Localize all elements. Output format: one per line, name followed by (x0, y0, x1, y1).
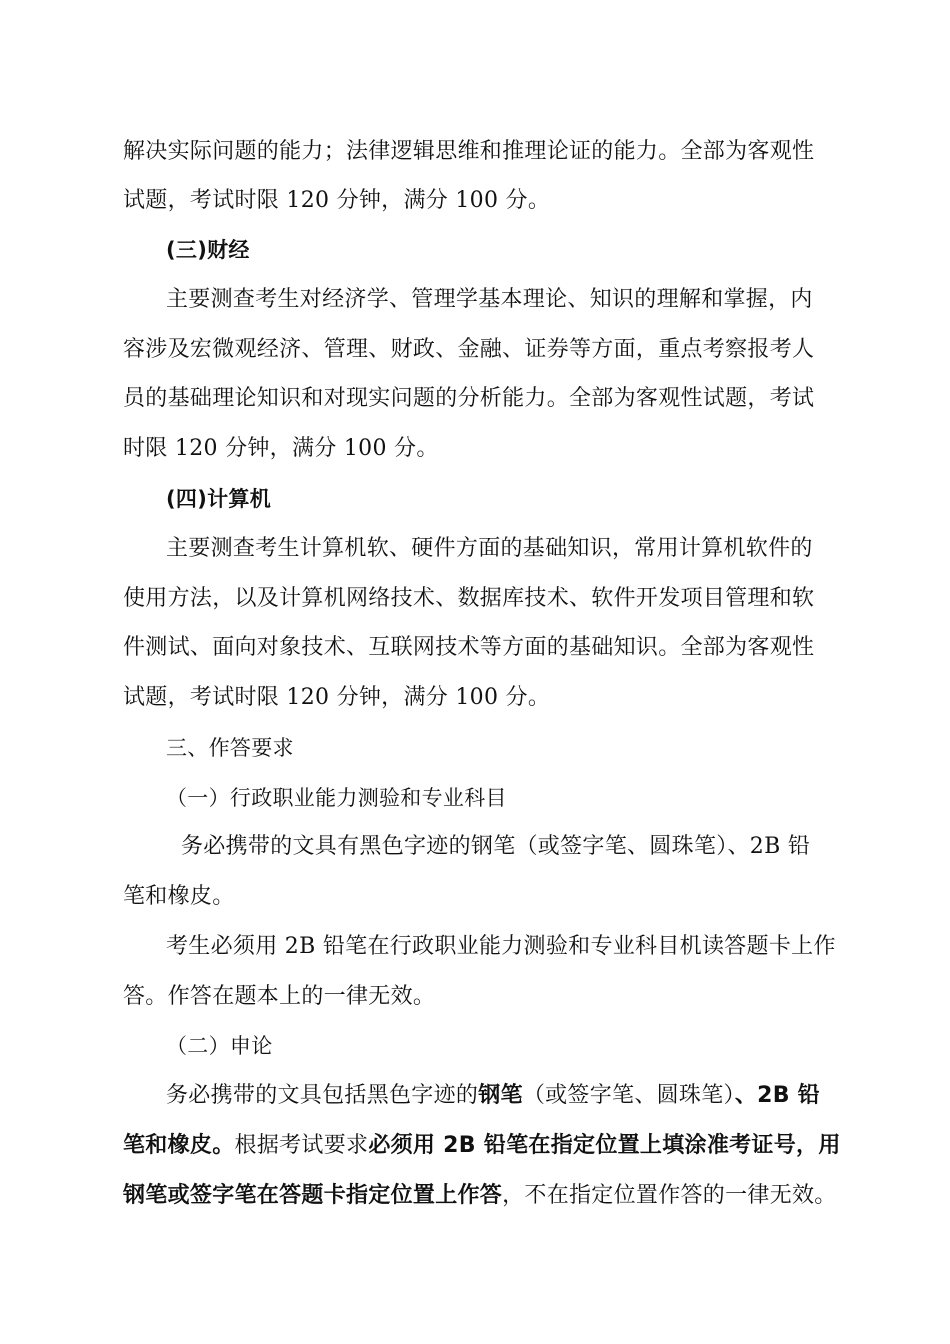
finance-heading: (三)财经 (166, 238, 250, 262)
computer-line-2: 使用方法，以及计算机网络技术、数据库技术、软件开发项目管理和软 (123, 586, 815, 611)
finance-line-3: 员的基础理论知识和对现实问题的分析能力。全部为客观性试题，考试 (123, 386, 815, 411)
sub2-line-2-part-b: 根据考试要求 (234, 1133, 369, 1158)
sub1-heading: （一）行政职业能力测验和专业科目 (166, 786, 507, 810)
sub2-line-2-bold-requirement: 必须用 2B 铅笔在指定位置上填涂准考证号，用 (368, 1133, 841, 1158)
computer-line-1: 主要测查考生计算机软、硬件方面的基础知识，常用计算机软件的 (166, 536, 813, 561)
finance-line-1: 主要测查考生对经济学、管理学基本理论、知识的理解和掌握，内 (166, 287, 813, 312)
sub1-p1-line-2: 笔和橡皮。 (123, 884, 235, 909)
section3-heading: 三、作答要求 (166, 736, 294, 760)
sub2-line-1-part-c: （或签字笔、圆珠笔） (522, 1083, 735, 1108)
computer-line-4: 试题，考试时限 120 分钟，满分 100 分。 (123, 685, 551, 710)
sub2-line-3 (123, 1181, 837, 1211)
finance-line-4: 时限 120 分钟，满分 100 分。 (123, 436, 439, 461)
law-tail-line-2: 试题，考试时限 120 分钟，满分 100 分。 (123, 188, 551, 213)
sub1-p2-line-2: 答。作答在题本上的一律无效。 (123, 984, 436, 1009)
law-tail-line-1: 解决实际问题的能力；法律逻辑思维和推理论证的能力。全部为客观性 (123, 139, 815, 164)
sub2-line-2-bold-eraser: 笔和橡皮。 (123, 1133, 235, 1158)
sub2-line-1 (166, 1081, 820, 1111)
sub2-line-1-part-a: 务必携带的文具包括黑色字迹的 (166, 1083, 479, 1108)
sub2-line-3-part-b: ，不在指定位置作答的一律无效。 (502, 1183, 837, 1208)
sub2-line-2 (123, 1131, 841, 1161)
sub1-p2-line-1: 考生必须用 2B 铅笔在行政职业能力测验和专业科目机读答题卡上作 (166, 934, 836, 959)
finance-line-2: 容涉及宏微观经济、管理、财政、金融、证券等方面，重点考察报考人 (123, 337, 815, 362)
computer-heading: (四)计算机 (166, 487, 271, 511)
sub2-line-1-bold-pencil: 、2B 铅 (734, 1083, 821, 1108)
sub1-p1-line-1: 务必携带的文具有黑色字迹的钢笔（或签字笔、圆珠笔）、2B 铅 (181, 834, 811, 859)
sub2-line-1-bold-pen: 钢笔 (478, 1083, 523, 1108)
computer-line-3: 件测试、面向对象技术、互联网技术等方面的基础知识。全部为客观性 (123, 635, 815, 660)
sub2-line-3-bold-answer: 钢笔或签字笔在答题卡指定位置上作答 (123, 1183, 503, 1208)
sub2-heading: （二）申论 (166, 1034, 273, 1058)
